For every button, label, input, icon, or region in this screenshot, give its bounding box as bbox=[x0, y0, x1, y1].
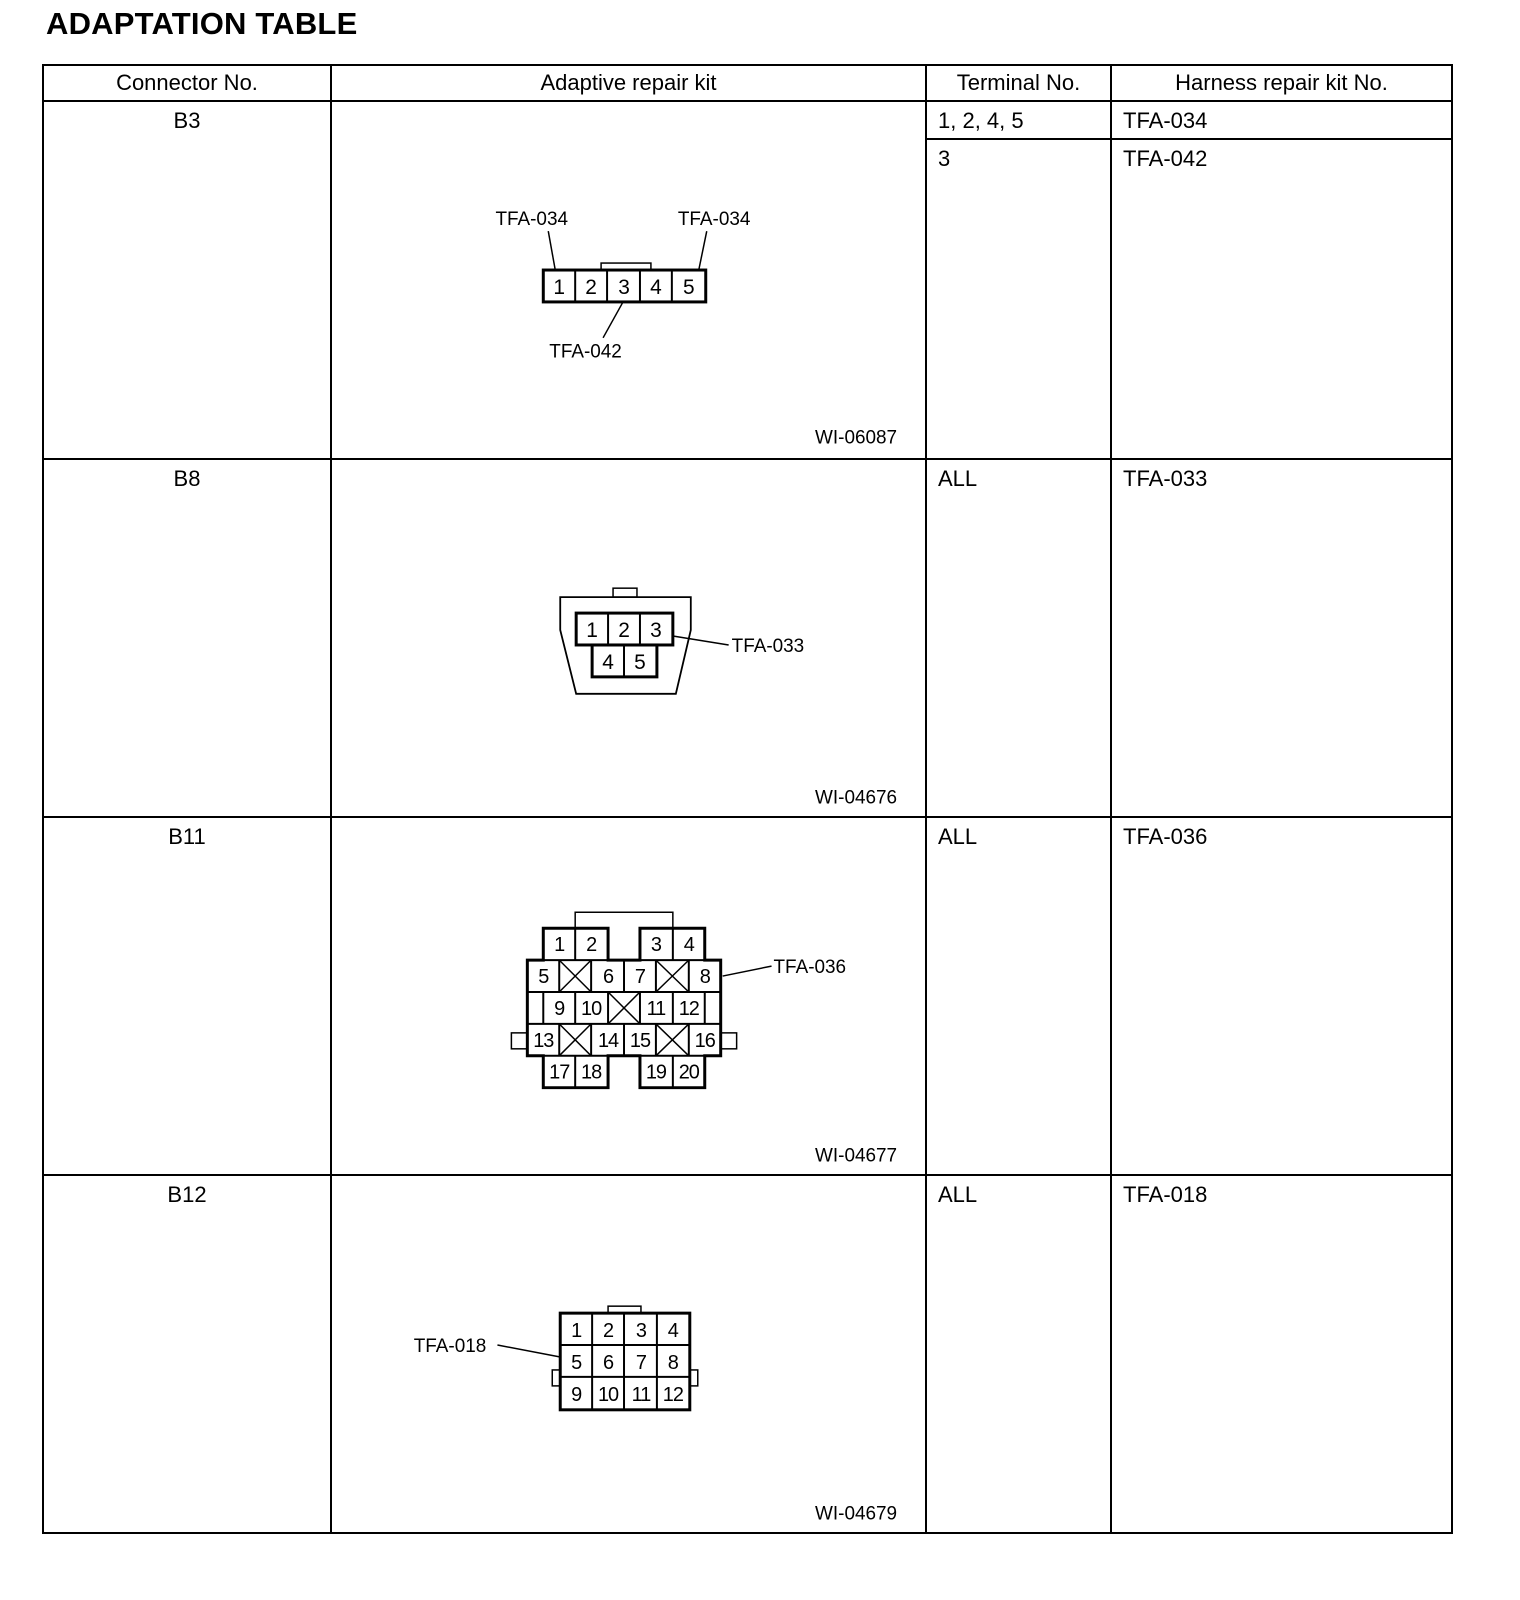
figure-id: WI-06087 bbox=[815, 427, 898, 449]
callout-label: TFA-034 bbox=[495, 209, 569, 231]
pin-label: 3 bbox=[650, 619, 662, 643]
pin-label: 9 bbox=[554, 997, 565, 1020]
pin-label: 17 bbox=[549, 1061, 570, 1084]
harness-repair-kit-no: TFA-036 bbox=[1123, 824, 1208, 849]
harness-repair-kit-no: TFA-042 bbox=[1123, 146, 1208, 171]
callout-label: TFA-036 bbox=[773, 957, 847, 979]
connector-b3-diagram bbox=[332, 102, 925, 458]
pin-label: 14 bbox=[597, 1029, 619, 1052]
pin-label: 18 bbox=[581, 1061, 602, 1084]
pin-label: 11 bbox=[631, 1383, 651, 1406]
connector-b12-diagram bbox=[332, 1176, 925, 1532]
pin-label: 8 bbox=[667, 1351, 678, 1374]
harness-repair-kit-no: TFA-018 bbox=[1123, 1182, 1208, 1207]
harness-repair-kit-no: TFA-034 bbox=[1112, 102, 1451, 140]
figure-id: WI-04676 bbox=[815, 787, 898, 809]
pin-label: 4 bbox=[667, 1320, 678, 1343]
pin-label: 5 bbox=[682, 275, 695, 299]
pin-label: 4 bbox=[683, 934, 694, 957]
pin-label: 7 bbox=[635, 1351, 647, 1374]
pin-label: 2 bbox=[603, 1320, 614, 1343]
pin-label: 1 bbox=[554, 934, 565, 957]
connector-b11-diagram bbox=[332, 818, 925, 1174]
page-title: ADAPTATION TABLE bbox=[46, 6, 358, 41]
pin-label: 15 bbox=[629, 1029, 651, 1052]
pin-label: 3 bbox=[618, 275, 630, 299]
pin-label: 1 bbox=[571, 1320, 582, 1343]
table-row bbox=[43, 459, 1452, 817]
pin-label: 19 bbox=[645, 1061, 666, 1084]
table-row bbox=[43, 1175, 1452, 1533]
terminal-no: ALL bbox=[938, 466, 978, 491]
connector-no: B11 bbox=[168, 824, 206, 849]
pin-label: 1 bbox=[586, 619, 598, 643]
pin-label: 13 bbox=[533, 1029, 554, 1052]
pin-label: 9 bbox=[571, 1383, 582, 1406]
pin-label: 3 bbox=[650, 934, 661, 957]
header-adaptive-repair-kit: Adaptive repair kit bbox=[331, 65, 926, 101]
callout-label: TFA-018 bbox=[413, 1336, 487, 1358]
header-harness-repair-kit-no: Harness repair kit No. bbox=[1111, 65, 1452, 101]
pin-label: 2 bbox=[585, 275, 597, 299]
pin-label: 8 bbox=[699, 966, 710, 989]
pin-label: 5 bbox=[538, 966, 549, 989]
terminal-no: 3 bbox=[938, 146, 951, 171]
table-header-row bbox=[43, 65, 1452, 101]
pin-label: 11 bbox=[646, 997, 666, 1020]
connector-b8-diagram bbox=[332, 460, 925, 816]
pin-label: 4 bbox=[602, 650, 614, 674]
callout-label: TFA-042 bbox=[549, 341, 622, 363]
pin-label: 10 bbox=[597, 1383, 619, 1406]
harness-repair-kit-no: TFA-033 bbox=[1123, 466, 1208, 491]
terminal-no: ALL bbox=[938, 1182, 978, 1207]
header-connector-no: Connector No. bbox=[43, 65, 331, 101]
table-row bbox=[43, 817, 1452, 1175]
header-terminal-no: Terminal No. bbox=[926, 65, 1111, 101]
pin-label: 16 bbox=[694, 1029, 715, 1052]
table-row bbox=[43, 101, 1452, 459]
pin-label: 12 bbox=[662, 1383, 683, 1406]
pin-label: 12 bbox=[678, 997, 699, 1020]
terminal-no: ALL bbox=[938, 824, 978, 849]
pin-label: 4 bbox=[650, 275, 662, 299]
pin-label: 5 bbox=[634, 650, 646, 674]
pin-label: 7 bbox=[634, 966, 646, 989]
figure-id: WI-04679 bbox=[815, 1503, 898, 1525]
pin-label: 2 bbox=[618, 619, 630, 643]
pin-label: 20 bbox=[678, 1061, 699, 1084]
connector-no: B8 bbox=[173, 466, 201, 491]
pin-label: 6 bbox=[603, 966, 614, 989]
connector-no: B12 bbox=[167, 1182, 207, 1207]
callout-label: TFA-033 bbox=[731, 635, 805, 657]
terminal-no: 1, 2, 4, 5 bbox=[927, 102, 1110, 140]
pin-label: 5 bbox=[571, 1351, 582, 1374]
pin-label: 10 bbox=[581, 997, 602, 1020]
pin-label: 1 bbox=[553, 275, 566, 299]
connector-no: B3 bbox=[173, 108, 201, 133]
callout-label: TFA-034 bbox=[677, 209, 751, 231]
pin-label: 3 bbox=[635, 1320, 647, 1343]
adaptation-table bbox=[42, 64, 1453, 1534]
figure-id: WI-04677 bbox=[815, 1145, 898, 1167]
pin-label: 6 bbox=[603, 1351, 614, 1374]
pin-label: 2 bbox=[586, 934, 597, 957]
